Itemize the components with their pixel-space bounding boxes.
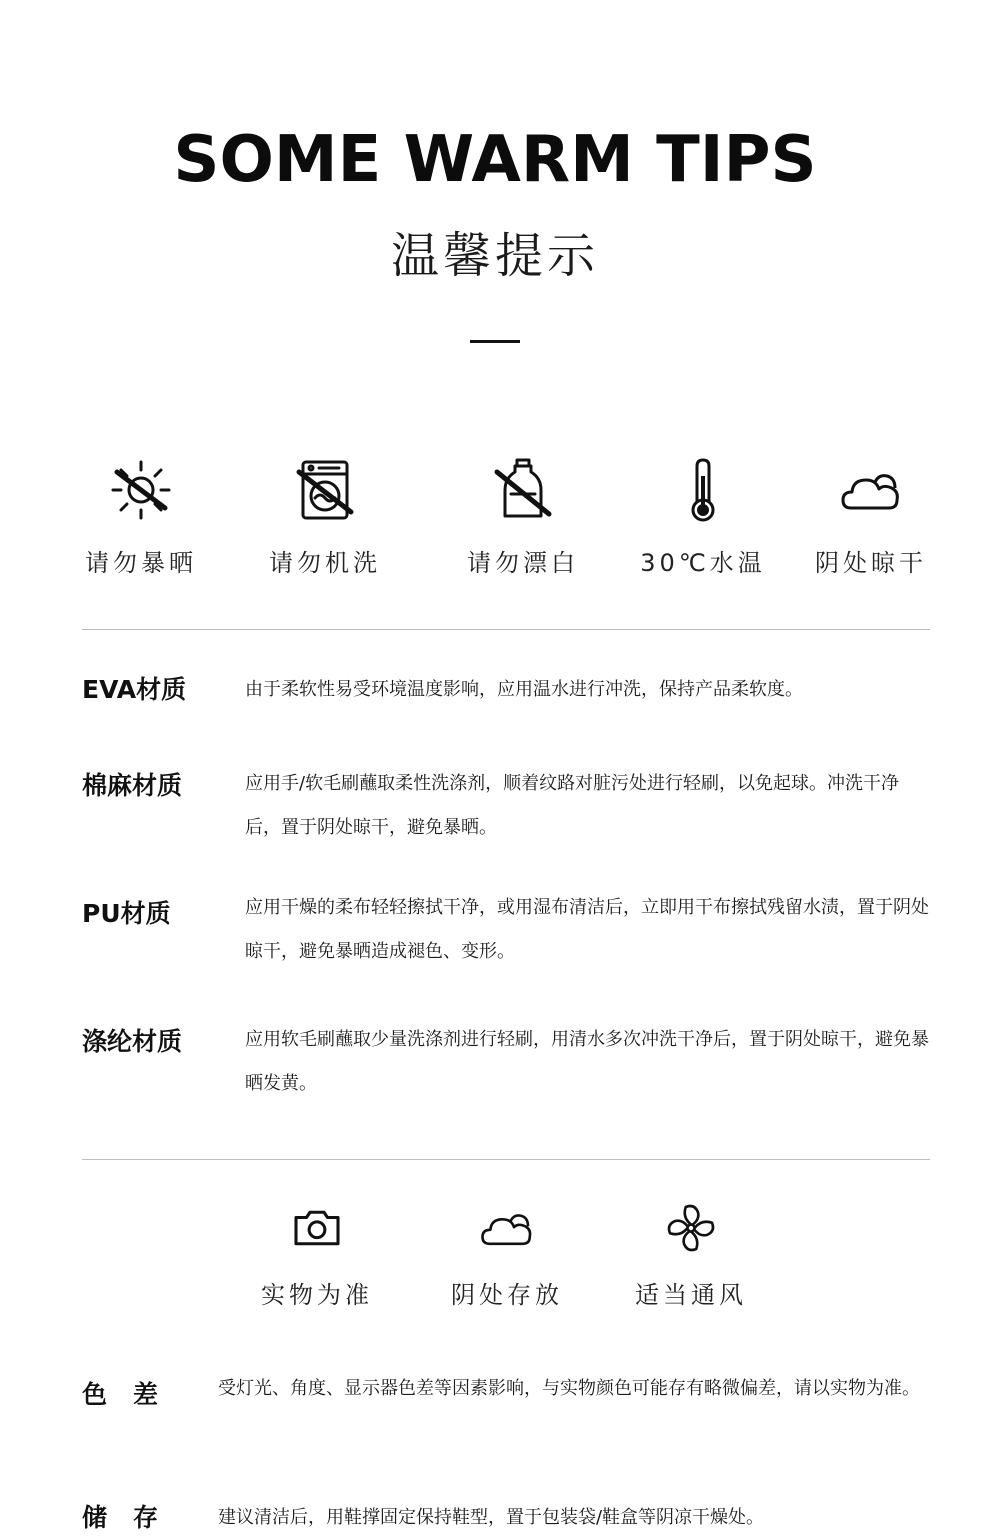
fan-icon <box>663 1200 719 1256</box>
thermometer-icon <box>671 458 735 522</box>
camera-icon <box>289 1200 345 1256</box>
care-label: 请勿机洗 <box>269 549 381 577</box>
storage-item-shade <box>444 1200 570 1310</box>
no-sun-icon <box>109 458 173 522</box>
tip-row <box>82 1377 930 1467</box>
material-text: 由于柔软性易受环境温度影响，应用温水进行冲洗，保持产品柔软度。 <box>245 679 803 700</box>
storage-item-actual <box>254 1200 380 1310</box>
material-name: 棉麻材质 <box>82 771 183 800</box>
tip-text: 建议清洁后，用鞋撑固定保持鞋型，置于包装袋/鞋盒等阴凉干燥处。 <box>218 1507 765 1528</box>
section-divider <box>82 629 930 630</box>
material-text: 应用手/软毛刷蘸取柔性洗涤剂，顺着纹路对脏污处进行轻刷，以免起球。冲洗干净后，置于阴处晾干，避免暴晒。 <box>245 773 900 838</box>
tip-row <box>82 1500 930 1533</box>
tip-text: 受灯光、角度、显示器色差等因素影响，与实物颜色可能存有略微偏差，请以实物为准。 <box>218 1378 920 1399</box>
material-name: EVA材质 <box>82 675 187 704</box>
material-row <box>82 1024 930 1114</box>
title-divider <box>470 340 520 343</box>
care-item-shade-dry <box>808 458 934 578</box>
care-item-no-sun <box>78 458 204 578</box>
storage-label: 实物为准 <box>261 1281 373 1309</box>
cloud-icon <box>479 1200 535 1256</box>
care-label: 30℃水温 <box>640 549 766 577</box>
material-row <box>82 672 930 722</box>
material-text: 应用软毛刷蘸取少量洗涤剂进行轻刷，用清水多次冲洗干净后，置于阴处晾干，避免暴晒发黄。 <box>245 1029 929 1094</box>
material-row <box>82 768 930 858</box>
care-label: 阴处晾干 <box>815 549 927 577</box>
material-row <box>82 896 930 986</box>
care-item-no-bleach <box>460 458 586 578</box>
page-title: SOME WARM TIPS <box>173 123 817 197</box>
care-item-no-machine-wash <box>262 458 388 578</box>
tip-name: 储存 <box>82 1503 185 1532</box>
no-bleach-icon <box>491 458 555 522</box>
tip-name: 色差 <box>82 1380 185 1409</box>
storage-label: 阴处存放 <box>451 1281 563 1309</box>
cloud-icon <box>839 458 903 522</box>
care-label: 请勿漂白 <box>467 549 579 577</box>
page-subtitle: 温馨提示 <box>390 228 599 284</box>
material-text: 应用干燥的柔布轻轻擦拭干净，或用湿布清洁后，立即用干布擦拭残留水渍，置于阴处晾干，避免暴晒造成褪色、变形。 <box>245 897 929 962</box>
material-name: 涤纶材质 <box>82 1027 183 1056</box>
no-machine-wash-icon <box>293 458 357 522</box>
care-item-water-temp <box>640 458 766 578</box>
section-divider <box>82 1159 930 1160</box>
storage-item-ventilate <box>628 1200 754 1310</box>
care-label: 请勿暴晒 <box>85 549 197 577</box>
storage-label: 适当通风 <box>635 1281 747 1309</box>
material-name: PU材质 <box>82 899 171 928</box>
